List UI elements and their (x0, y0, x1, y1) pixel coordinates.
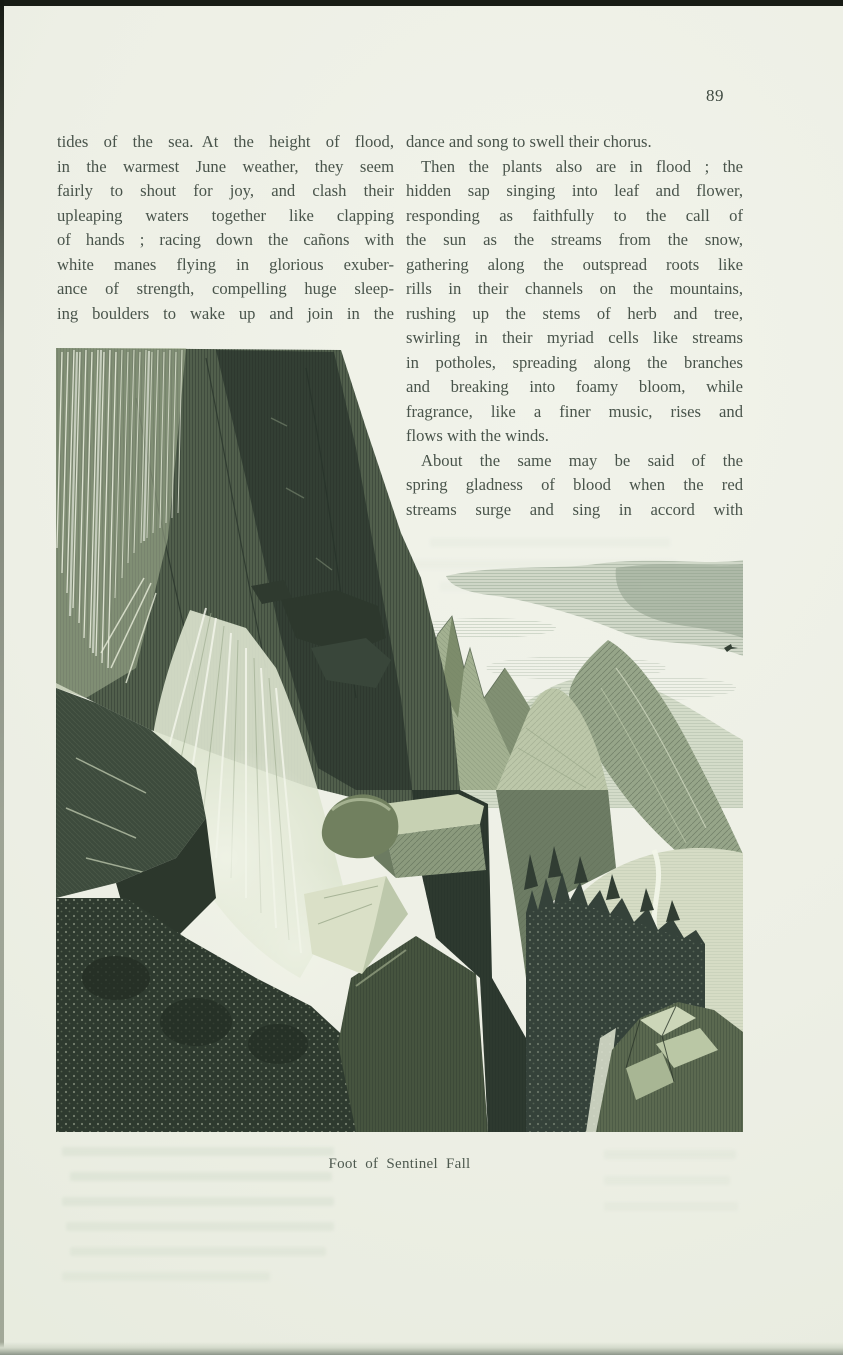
scan-left-edge (0, 0, 4, 1355)
text-line: in potholes, spreading along the branches (406, 352, 743, 372)
text-line: ing boulders to wake up and join in the (57, 303, 394, 323)
scan-bottom-edge (0, 1342, 843, 1355)
text-line: About the same may be said of the (421, 450, 743, 470)
text-line: flows with the winds. (406, 426, 549, 445)
showthrough-line (604, 1176, 730, 1185)
text-line: rushing up the stems of herb and tree, (406, 303, 743, 323)
showthrough-line (604, 1202, 738, 1211)
text-line: fairly to shout for joy, and clash their (57, 181, 394, 200)
text-line: responding as faithfully to the call of (406, 205, 743, 225)
engraving-illustration (56, 338, 743, 1132)
text-line: rills in their channels on the mountains, (406, 279, 743, 298)
text-line: ance of strength, compelling huge sleep- (57, 279, 394, 298)
text-line: of hands ; racing down the cañons with (57, 230, 394, 249)
text-line: dance and song to swell their chorus. (406, 132, 652, 151)
text-line: hidden sap singing into leaf and flower, (406, 181, 743, 200)
showthrough-line (62, 1272, 270, 1281)
text-line: Then the plants also are in flood ; the (421, 156, 743, 176)
text-line: fragrance, like a finer music, rises and (406, 401, 743, 421)
text-line: in the warmest June weather, they seem (57, 156, 394, 176)
text-line: swirling in their myriad cells like streams (406, 328, 743, 347)
engraving-caption: Foot of Sentinel Fall (328, 1156, 471, 1172)
text-line: upleaping waters together like clapping (57, 205, 394, 225)
showthrough-line (66, 1222, 334, 1231)
showthrough-line (62, 1197, 334, 1206)
text-line: the sun as the streams from the snow, (406, 230, 743, 249)
showthrough-line (70, 1247, 326, 1256)
text-line: and breaking into foamy bloom, while (406, 377, 743, 396)
text-line: spring gladness of blood when the red (406, 475, 743, 494)
showthrough-line (70, 1172, 332, 1181)
text-column-left (57, 130, 394, 326)
text-line: streams surge and sing in accord with (406, 499, 743, 519)
page-number: 89 (706, 86, 724, 105)
text-line: white manes flying in glorious exuber- (57, 254, 394, 274)
scan-top-edge (0, 0, 843, 6)
showthrough-line (62, 1147, 334, 1156)
text-line: tides of the sea. At the height of flood, (57, 132, 394, 151)
text-line: gathering along the outspread roots like (406, 254, 743, 274)
